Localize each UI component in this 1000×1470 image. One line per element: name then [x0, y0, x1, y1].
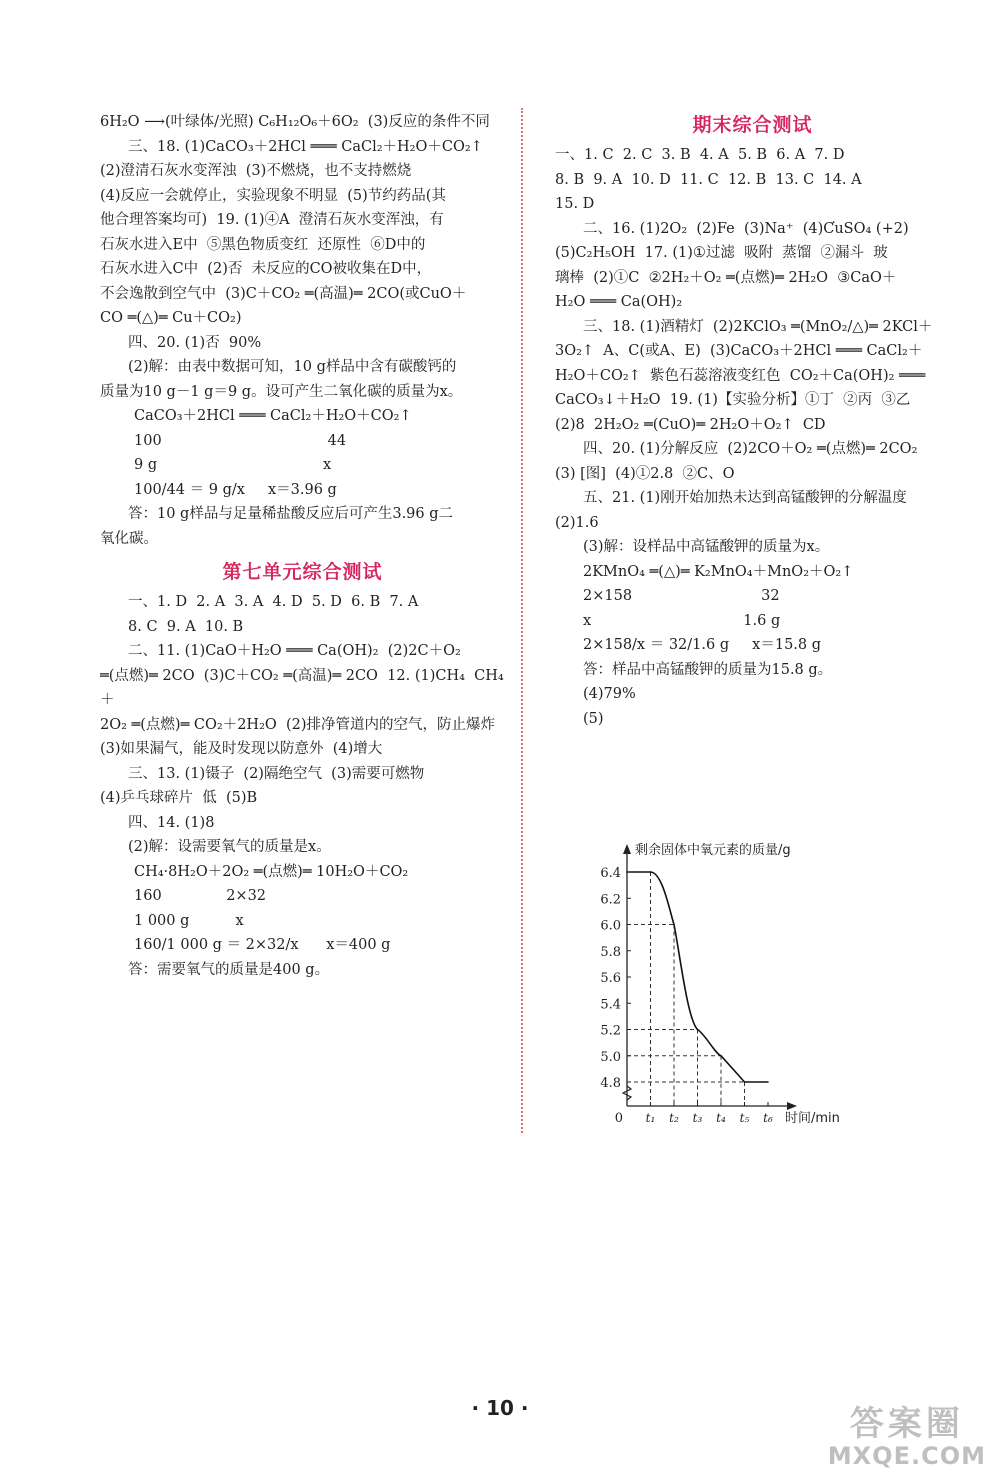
line: (2)解：由表中数据可知，10 g样品中含有碳酸钙的: [128, 359, 457, 375]
line: 100 44: [134, 432, 347, 449]
line: 石灰水进入E中 ⑤黑色物质变红 还原性 ⑥D中的: [100, 236, 426, 253]
x-tick-label: t₂: [669, 1111, 679, 1125]
oxygen-mass-chart: [565, 836, 855, 1126]
line: (2)澄清石灰水变浑浊 (3)不燃烧，也不支持燃烧: [100, 163, 412, 179]
line: 9 g x: [134, 457, 332, 473]
y-tick-label: 5.6: [600, 971, 621, 986]
y-tick-label: 5.2: [600, 1023, 621, 1039]
data-point: [720, 1055, 722, 1057]
line: 三、18. (1)酒精灯 (2)2KClO₃ ═(MnO₂/△)═ 2KCl＋: [583, 318, 933, 335]
line: 一、1. D 2. A 3. A 4. D 5. D 6. B 7. A: [128, 594, 419, 610]
line: 一、1. C 2. C 3. B 4. A 5. B 6. A 7. D: [555, 147, 845, 163]
line: (4)反应一会就停止，实验现象不明显 (5)节约药品(其: [100, 187, 446, 204]
line: 五、21. (1)刚开始加热未达到高锰酸钾的分解温度: [583, 490, 907, 506]
y-axis-arrow: [623, 844, 631, 854]
x-axis-arrow: [787, 1102, 797, 1110]
line: 三、18. (1)CaCO₃＋2HCl ═══ CaCl₂＋H₂O＋CO₂↑: [128, 138, 483, 155]
x-tick-label: t₆: [763, 1111, 773, 1125]
watermark: [828, 1406, 986, 1470]
line: (3)解：设样品中高锰酸钾的质量为x。: [583, 539, 830, 555]
line: (2)解：设需要氧气的质量是x。: [128, 839, 331, 855]
y-tick-label: 4.8: [600, 1076, 621, 1091]
line: 2×158 32: [583, 588, 780, 604]
line: CH₄·8H₂O＋2O₂ ═(点燃)═ 10H₂O＋CO₂: [134, 863, 409, 880]
watermark-bottom: MXQE.COM: [827, 1442, 986, 1470]
line: 二、11. (1)CaO＋H₂O ═══ Ca(OH)₂ (2)2C＋O₂: [128, 643, 461, 659]
line: CO ═(△)═ Cu＋CO₂): [100, 310, 242, 326]
line: 160 2×32: [134, 888, 267, 904]
line: 2×158/x ＝ 32/1.6 g x＝15.8 g: [583, 637, 822, 653]
section-title-unit-7: 第七单元综合测试: [222, 561, 383, 583]
x-axis-label: 时间/min: [785, 1111, 840, 1126]
line: (5): [583, 710, 604, 727]
page-number: · 10 ·: [471, 1396, 529, 1420]
y-tick-label: 5.8: [600, 944, 621, 960]
line: 氧化碳。: [100, 530, 158, 547]
line: 1 000 g x: [134, 912, 244, 929]
x-tick-label: t₅: [739, 1111, 750, 1125]
x-tick-label: t₁: [645, 1111, 656, 1125]
data-point: [673, 924, 675, 926]
line: 二、16. (1)2O₂ (2)Fe (3)Na⁺ (4)C͘uSO₄ (+2): [583, 220, 909, 237]
line: H₂O＋CO₂↑ 紫色石蕊溶液变红色 CO₂＋Ca(OH)₂ ═══: [555, 367, 926, 384]
line: H₂O ═══ Ca(OH)₂: [555, 294, 683, 310]
line: 6H₂O ⟶(叶绿体/光照) C₆H₁₂O₆＋6O₂ (3)反应的条件不同: [100, 114, 490, 130]
line: CaCO₃↓＋H₂O 19. (1)【实验分析】①丁 ②丙 ③乙: [555, 392, 911, 408]
line: 不会逸散到空气中 (3)C＋CO₂ ═(高温)═ 2CO(或CuO＋: [100, 285, 467, 302]
line: 15. D: [555, 196, 595, 212]
line: 100/44 ＝ 9 g/x x＝3.96 g: [134, 481, 337, 498]
line: CaCO₃＋2HCl ═══ CaCl₂＋H₂O＋CO₂↑: [134, 408, 412, 424]
y-tick-label: 6.4: [600, 866, 621, 881]
x-tick-label: t₃: [692, 1111, 703, 1125]
line: (4)79%: [583, 686, 636, 702]
line: 四、20. (1)分解反应 (2)2CO＋O₂ ═(点燃)═ 2CO₂: [583, 441, 918, 457]
line: 他合理答案均可) 19. (1)④A 澄清石灰水变浑浊，有: [100, 212, 444, 228]
line: 答：样品中高锰酸钾的质量为15.8 g。: [583, 661, 833, 678]
line: (3) [图] (4)①2.8 ②C、O: [555, 465, 735, 482]
origin-label: 0: [614, 1111, 623, 1126]
line: 璃棒 (2)①C ②2H₂＋O₂ ═(点燃)═ 2H₂O ③CaO＋: [555, 269, 897, 286]
data-point: [744, 1081, 746, 1083]
line: 3O₂↑ A、C(或A、E) (3)CaCO₃＋2HCl ═══ CaCl₂＋: [555, 343, 923, 359]
watermark-top: 答案圈: [849, 1404, 964, 1444]
line: 石灰水进入C中 (2)否 未反应的CO被收集在D中，: [100, 261, 432, 277]
line: 质量为10 g－1 g＝9 g。设可产生二氧化碳的质量为x。: [100, 383, 463, 400]
line: (2)1.6: [555, 514, 599, 531]
line: (3)如果漏气，能及时发现以防意外 (4)增大: [100, 741, 383, 757]
y-tick-label: 6.0: [600, 918, 621, 934]
line: x 1.6 g: [583, 612, 781, 629]
line: 2KMnO₄ ═(△)═ K₂MnO₄＋MnO₂＋O₂↑: [583, 563, 854, 580]
y-axis-label: 剩余固体中氧元素的质量/g: [635, 843, 791, 858]
y-tick-label: 5.0: [600, 1049, 621, 1065]
data-point: [697, 1029, 699, 1031]
line: 四、14. (1)8: [128, 814, 215, 831]
left-column: [100, 110, 505, 982]
y-tick-label: 6.2: [600, 892, 621, 908]
line: (5)C₂H₅OH 17. (1)①过滤 吸附 蒸馏 ②漏斗 玻: [555, 245, 888, 261]
data-point: [650, 871, 652, 873]
right-column: [555, 110, 950, 731]
data-point: [767, 1081, 769, 1083]
line: 四、20. (1)否 90%: [128, 334, 262, 351]
line: 160/1 000 g ＝ 2×32/x x＝400 g: [134, 937, 391, 953]
line: 答：10 g样品与足量稀盐酸反应后可产生3.96 g二: [128, 506, 454, 522]
line: 2O₂ ═(点燃)═ CO₂＋2H₂O (2)排净管道内的空气，防止爆炸: [100, 716, 496, 733]
y-tick-label: 5.4: [600, 997, 621, 1013]
line: 答：需要氧气的质量是400 g。: [128, 961, 330, 978]
line: ═(点燃)═ 2CO (3)C＋CO₂ ═(高温)═ 2CO 12. (1)CH₄ CH₄＋: [100, 667, 504, 708]
line: (4)乒乓球碎片 低 (5)B: [100, 790, 258, 806]
x-tick-label: t₄: [716, 1111, 726, 1125]
line: (2)8 2H₂O₂ ═(CuO)═ 2H₂O＋O₂↑ CD: [555, 416, 826, 433]
line: 8. C 9. A 10. B: [128, 618, 244, 635]
line: 三、13. (1)镊子 (2)隔绝空气 (3)需要可燃物: [128, 765, 425, 782]
column-divider: [521, 108, 523, 1133]
section-title-final-test: 期末综合测试: [692, 114, 813, 136]
line: 8. B 9. A 10. D 11. C 12. B 13. C 14. A: [555, 171, 862, 188]
